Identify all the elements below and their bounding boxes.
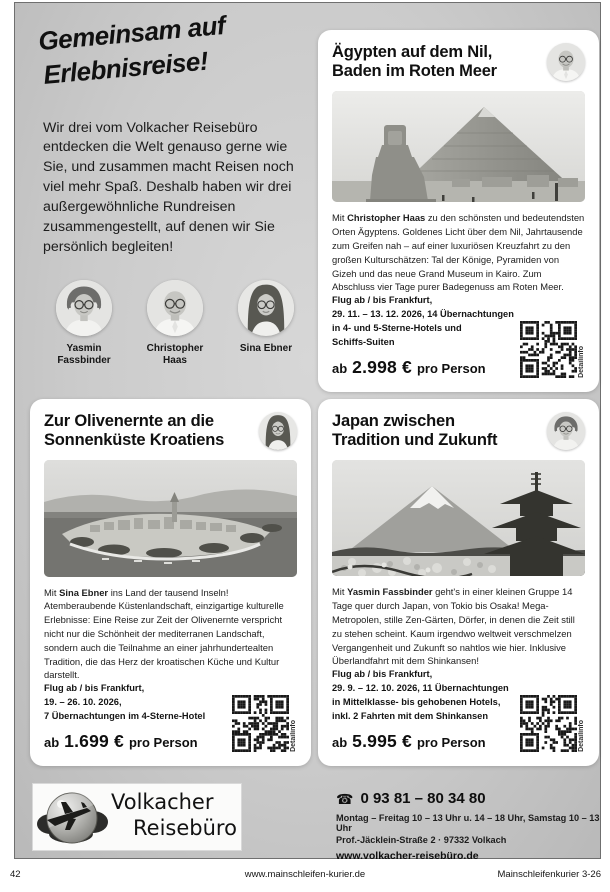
card-header	[44, 412, 297, 451]
qr-label: Detailinfo	[578, 346, 585, 378]
qr-block	[232, 695, 297, 752]
offer-title-line2: Tradition und Zukunft	[332, 431, 498, 450]
offer-body	[44, 586, 297, 683]
offer-title	[332, 412, 541, 451]
team-member-name: Christopher Haas	[146, 342, 204, 367]
qr-block	[520, 695, 585, 752]
offer-title-line2: Sonnenküste Kroatiens	[44, 431, 225, 450]
offer-title-line1: Japan zwischen	[332, 412, 455, 430]
qr-code-icon	[520, 321, 577, 378]
body-prefix: Mit	[332, 586, 348, 598]
website-url: www.volkacher-reisebüro.de	[336, 850, 479, 862]
host-name: Yasmin Fassbinder	[347, 586, 433, 598]
host-name: Christopher Haas	[347, 212, 426, 224]
price-value: 5.995 €	[352, 731, 412, 751]
page-footer	[0, 869, 610, 880]
airplane-globe-logo-icon	[35, 786, 111, 853]
footer-website: www.mainschleifen-kurier.de	[244, 869, 366, 880]
offer-title	[332, 43, 541, 82]
brand-name	[111, 789, 237, 842]
page-number: 42	[10, 869, 21, 880]
qr-label: Detailinfo	[578, 720, 585, 752]
offer-title	[44, 412, 253, 451]
intro-headline-line2: Erlebnisreise!	[42, 45, 210, 90]
phone-icon: ☎	[336, 790, 354, 807]
body-prefix: Mit	[332, 212, 348, 224]
photo-egypt-pyramids	[332, 91, 585, 202]
host-avatar-christopher	[547, 43, 585, 81]
host-avatar-yasmin	[547, 412, 585, 450]
qr-label: Detailinfo	[290, 720, 297, 752]
photo-croatia-coast	[44, 460, 297, 577]
team-member	[136, 280, 214, 368]
offer-card-egypt	[318, 30, 599, 392]
photo-japan-fuji-pagoda	[332, 460, 585, 576]
team-member-name: Sina Ebner	[239, 342, 293, 354]
card-bottom	[332, 294, 585, 378]
body-prefix: Mit	[44, 586, 60, 598]
qr-block	[520, 321, 585, 378]
body-text: geht's in einer kleinen Gruppe 14 Tage quer durch Japan, von Tokio bis Osaka! Mega-Metropolen, stille Zen-Gärten, Dörfer, in denen die Zeit still zu stehen scheint. Kaum irgendwo weltweit verschmelzen Vergangenheit und Zukunft so nahtlos wie hier. Inklusive Überlandfahrt mit dem Shinkansen!	[332, 586, 575, 667]
card-header	[332, 43, 585, 82]
offer-info: Flug ab / bis Frankfurt, 29. 11. – 13. 12. 2026, 14 Übernachtungen in 4- und 5-Sterne-Hotels und Schiffs-Suiten	[332, 295, 514, 348]
offer-body	[332, 585, 585, 668]
host-avatar-sina	[259, 412, 297, 450]
avatar-christopher	[147, 280, 203, 336]
card-header	[332, 412, 585, 451]
contact-section	[336, 790, 600, 862]
card-bottom	[44, 682, 297, 752]
host-name: Sina Ebner	[59, 586, 109, 598]
advertisement-frame	[14, 2, 601, 862]
price-row: ab 1.699 € pro Person	[44, 731, 198, 751]
intro-section	[37, 9, 307, 368]
offer-card-japan	[318, 399, 599, 766]
intro-text: Wir drei vom Volkacher Reisebüro entdecken die Welt genauso gerne wie Sie, und zusammen macht Reisen noch viel mehr Spaß. Deshalb haben wir drei außergewöhnliche Rundreisen zusammengestellt, auf denen wir Sie persönlich begleiten!	[43, 119, 294, 255]
brand-name-line2: Reisebüro	[133, 816, 237, 841]
avatar-sina	[238, 280, 294, 336]
price-value: 1.699 €	[64, 731, 124, 751]
price-value: 2.998 €	[352, 357, 412, 377]
brand-logo-box	[32, 783, 242, 851]
offer-info: Flug ab / bis Frankfurt, 19. – 26. 10. 2026, 7 Übernachtungen im 4-Sterne-Hotel	[44, 683, 206, 722]
price-row: ab 2.998 € pro Person	[332, 357, 486, 377]
intro-headline	[37, 2, 306, 92]
team-member	[45, 280, 123, 368]
offer-title-line1: Zur Olivenernte an die	[44, 412, 214, 430]
team-row	[43, 280, 307, 368]
phone-row	[336, 790, 600, 807]
qr-code-icon	[232, 695, 289, 752]
phone-number: 0 93 81 – 80 34 80	[360, 790, 486, 807]
avatar-yasmin	[56, 280, 112, 336]
street-address: Prof.-Jäcklein-Straße 2 · 97332 Volkach	[336, 835, 507, 845]
team-member	[227, 280, 305, 368]
body-text: zu den schönsten und bedeutendsten Orten Ägyptens. Goldenes Licht über dem Nil, Jahrtausende zum Greifen nah – auf einer luxuriösen Kreuzfahrt zu den großen Kulturschätzen: Tal der Könige, Pyramiden von Gizeh und das neue Grand Museum in Kairo. Zum Abschluss vier Tage purer Badegenuss am Roten Meer.	[332, 212, 585, 293]
team-member-name: Yasmin Fassbinder	[57, 342, 111, 367]
intro-headline-line1: Gemeinsam auf	[37, 9, 227, 57]
brand-name-line1: Volkacher	[111, 790, 214, 814]
body-text: ins Land der tausend Inseln! Atemberaubende Küstenlandschaft, einzigartige kulturelle Erlebnisse: Eine Reise zur Zeit der Olivenernte verspricht nicht nur die Schönheit der mediterranen Landschaft, sondern auch die Teilnahme an einer jahrhundertealten Tradition, die das Herz der kroatischen Küche und Kultur darstellt.	[44, 586, 284, 681]
offer-card-croatia	[30, 399, 311, 766]
price-row: ab 5.995 € pro Person	[332, 731, 486, 751]
opening-hours: Montag – Freitag 10 – 13 Uhr u. 14 – 18 Uhr, Samstag 10 – 13 Uhr	[336, 813, 600, 833]
offer-info: Flug ab / bis Frankfurt, 29. 9. – 12. 10. 2026, 11 Übernachtungen in Mittelklasse- bis gehobenen Hotels, inkl. 2 Fahrten mit dem Shinkansen	[332, 669, 509, 722]
offer-body	[332, 211, 585, 294]
offer-title-line2: Baden im Roten Meer	[332, 62, 497, 81]
footer-issue: Mainschleifenkurier 3-26	[497, 869, 601, 880]
offer-title-line1: Ägypten auf dem Nil,	[332, 43, 493, 61]
qr-code-icon	[520, 695, 577, 752]
card-bottom	[332, 668, 585, 752]
